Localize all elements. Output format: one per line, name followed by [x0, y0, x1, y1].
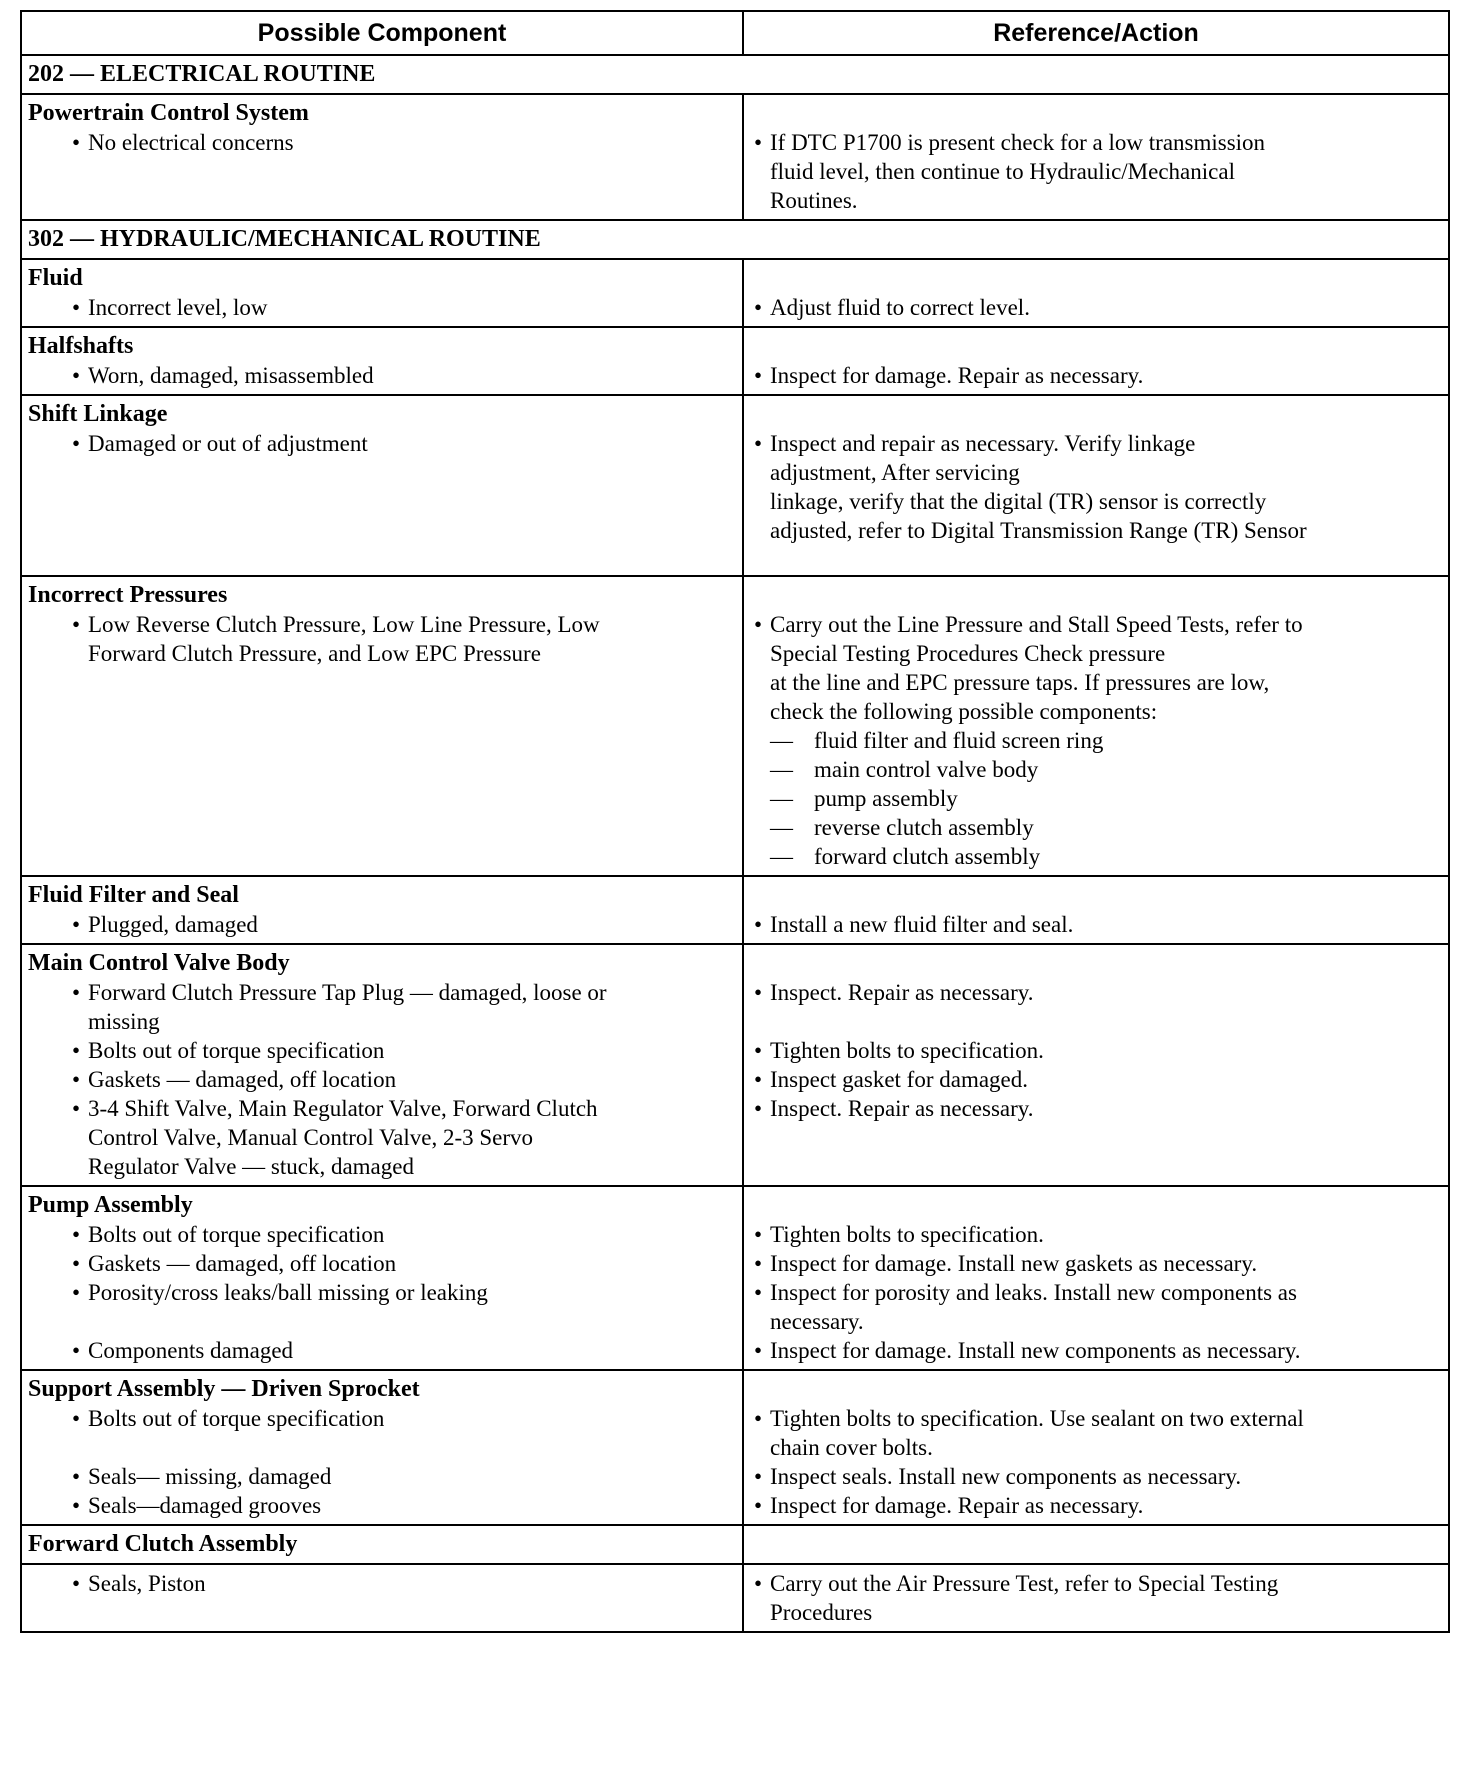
action-item: • Inspect. Repair as necessary.: [750, 1094, 1442, 1123]
component-item: • Bolts out of torque specification: [28, 1036, 736, 1065]
action-item: • Carry out the Air Pressure Test, refer to Special Testing Procedures: [750, 1569, 1442, 1627]
action-cell: [743, 1370, 1449, 1525]
table-row-forward-clutch-title: [21, 1525, 1449, 1564]
table-row-main-control-valve-body: [21, 944, 1449, 1186]
list-item: — forward clutch assembly: [750, 842, 1442, 871]
table-row-shift-linkage: [21, 395, 1449, 576]
action-cell: [743, 395, 1449, 576]
header-possible-component: Possible Component: [21, 11, 743, 55]
component-item: • Porosity/cross leaks/ball missing or leaking: [28, 1278, 736, 1307]
header-row: [21, 11, 1449, 55]
component-cell: [21, 1186, 743, 1370]
list-item: — reverse clutch assembly: [750, 813, 1442, 842]
component-title: Fluid Filter and Seal: [28, 882, 239, 908]
component-item: • Bolts out of torque specification: [28, 1404, 736, 1433]
action-item: • Inspect. Repair as necessary.: [750, 978, 1442, 1007]
action-item: • Inspect seals. Install new components as necessary.: [750, 1462, 1442, 1491]
component-item: • Low Reverse Clutch Pressure, Low Line Pressure, Low Forward Clutch Pressure, and Low EPC Pressure: [28, 610, 736, 668]
component-title: Pump Assembly: [28, 1192, 193, 1218]
component-item: • Seals— missing, damaged: [28, 1462, 736, 1491]
table-row-fluid: [21, 259, 1449, 327]
component-item: • Worn, damaged, misassembled: [28, 361, 736, 390]
action-cell: [743, 576, 1449, 876]
action-cell: [743, 259, 1449, 327]
action-cell: [743, 1564, 1449, 1632]
diagnostic-table: [20, 10, 1450, 1633]
action-item: • Inspect gasket for damaged.: [750, 1065, 1442, 1094]
action-item: • Adjust fluid to correct level.: [750, 293, 1442, 322]
action-item: • Inspect and repair as necessary. Verify linkage adjustment, After servicing linkage, verify that the digital (TR) sensor is correctly adjusted, refer to Digital Transmission Range (TR) Sensor: [750, 429, 1442, 545]
component-cell: [21, 94, 743, 220]
component-title: Halfshafts: [28, 333, 134, 359]
action-cell: [743, 944, 1449, 1186]
action-item: • Inspect for damage. Repair as necessary.: [750, 1491, 1442, 1520]
component-title: Support Assembly — Driven Sprocket: [28, 1376, 420, 1402]
component-item: • No electrical concerns: [28, 128, 736, 157]
section-row-hydraulic: [21, 220, 1449, 259]
table-row-fluid-filter: [21, 876, 1449, 944]
action-item: • Carry out the Line Pressure and Stall Speed Tests, refer to Special Testing Procedures Check pressure at the line and EPC pressure taps. If pressures are low, check the following possible components:: [750, 610, 1442, 726]
component-item: • Seals—damaged grooves: [28, 1491, 736, 1520]
component-item: • Seals, Piston: [28, 1569, 736, 1598]
component-cell: [21, 576, 743, 876]
component-item: • Gaskets — damaged, off location: [28, 1065, 736, 1094]
action-item: • Inspect for damage. Repair as necessary.: [750, 361, 1442, 390]
component-cell: [21, 327, 743, 395]
table-row-powertrain: [21, 94, 1449, 220]
component-item: • Forward Clutch Pressure Tap Plug — damaged, loose or missing: [28, 978, 736, 1036]
component-title: Main Control Valve Body: [28, 950, 290, 976]
action-cell: [743, 1186, 1449, 1370]
table-row-pump-assembly: [21, 1186, 1449, 1370]
list-item: — main control valve body: [750, 755, 1442, 784]
component-title: Shift Linkage: [28, 401, 168, 427]
component-cell: [21, 1525, 743, 1564]
table-row-forward-clutch: [21, 1564, 1449, 1632]
action-item: • Inspect for porosity and leaks. Install new components as necessary.: [750, 1278, 1442, 1336]
table-row-halfshafts: [21, 327, 1449, 395]
header-reference-action: Reference/Action: [743, 11, 1449, 55]
component-cell: [21, 876, 743, 944]
component-title: Fluid: [28, 265, 83, 291]
action-item: • If DTC P1700 is present check for a low transmission fluid level, then continue to Hydraulic/Mechanical Routines.: [750, 128, 1442, 215]
action-item: • Tighten bolts to specification.: [750, 1220, 1442, 1249]
section-electrical-routine: 202 — ELECTRICAL ROUTINE: [21, 55, 1449, 94]
action-item: • Inspect for damage. Install new components as necessary.: [750, 1336, 1442, 1365]
component-cell: [21, 944, 743, 1186]
action-item: • Tighten bolts to specification. Use sealant on two external chain cover bolts.: [750, 1404, 1442, 1462]
component-item: • Bolts out of torque specification: [28, 1220, 736, 1249]
list-item: — fluid filter and fluid screen ring: [750, 726, 1442, 755]
component-cell: [21, 259, 743, 327]
component-item: • Plugged, damaged: [28, 910, 736, 939]
section-row-electrical: [21, 55, 1449, 94]
component-item: • Gaskets — damaged, off location: [28, 1249, 736, 1278]
component-title: Forward Clutch Assembly: [28, 1531, 298, 1557]
table-row-incorrect-pressures: [21, 576, 1449, 876]
component-item: • Components damaged: [28, 1336, 736, 1365]
action-item: • Tighten bolts to specification.: [750, 1036, 1442, 1065]
component-item: • Incorrect level, low: [28, 293, 736, 322]
section-hydraulic-routine: 302 — HYDRAULIC/MECHANICAL ROUTINE: [21, 220, 1449, 259]
component-title: Incorrect Pressures: [28, 582, 228, 608]
action-cell: [743, 94, 1449, 220]
component-cell: [21, 1564, 743, 1632]
action-cell: [743, 876, 1449, 944]
action-cell: [743, 327, 1449, 395]
component-cell: [21, 1370, 743, 1525]
action-item: • Install a new fluid filter and seal.: [750, 910, 1442, 939]
component-title: Powertrain Control System: [28, 100, 309, 126]
component-item: • Damaged or out of adjustment: [28, 429, 736, 458]
component-cell: [21, 395, 743, 576]
action-cell: [743, 1525, 1449, 1564]
component-item: • 3-4 Shift Valve, Main Regulator Valve, Forward Clutch Control Valve, Manual Control Valve, 2-3 Servo Regulator Valve — stuck, damaged: [28, 1094, 736, 1181]
action-item: • Inspect for damage. Install new gaskets as necessary.: [750, 1249, 1442, 1278]
list-item: — pump assembly: [750, 784, 1442, 813]
table-row-support-assembly: [21, 1370, 1449, 1525]
